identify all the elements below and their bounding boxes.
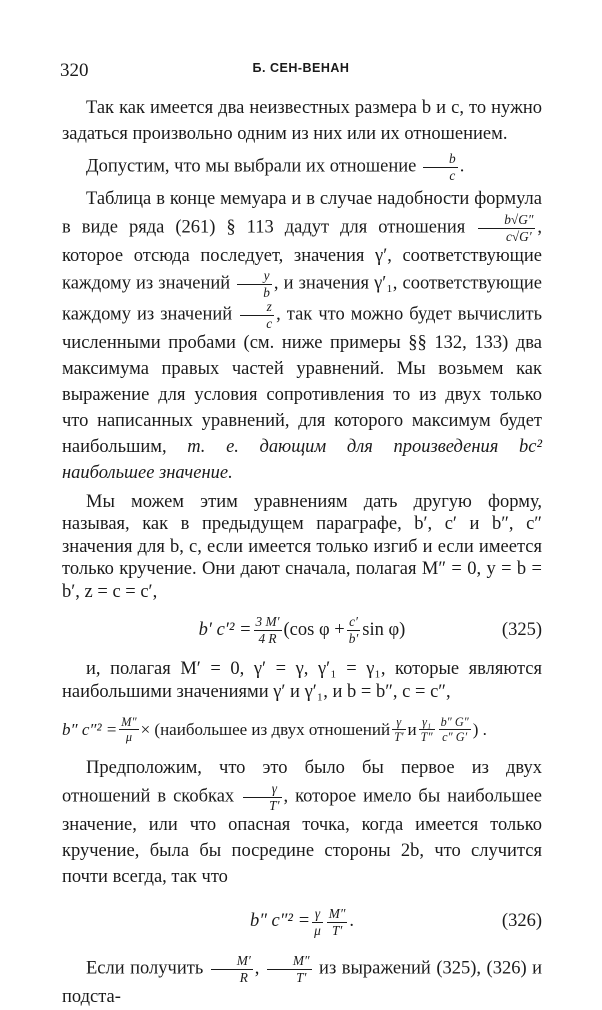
eq3-fraction-2 [327, 907, 348, 938]
eq1-fraction-2 [347, 615, 361, 646]
eq2-f3-num: γ₁ [419, 716, 435, 731]
eq1-open: (cos φ + [283, 619, 345, 640]
equation-number-325: (325) [501, 619, 542, 640]
eq2-lhs: b″ c″² = [62, 719, 118, 739]
p3-frac1-den: c√G′ [505, 228, 532, 244]
p6-text-a: Предположим, что это было бы первое из двух отношений в скобках [62, 758, 542, 807]
p2-frac-num: b [423, 152, 458, 168]
eq2-f3-den: T″ [420, 730, 433, 745]
p3-text-a: Таблица в конце мемуара и в случае надобности формула в виде ряда (261) § 113 дадут для отношения [62, 188, 542, 238]
eq2-fraction [119, 716, 138, 745]
eq3-f1-num: γ [312, 907, 323, 923]
eq2-f4-den: c″ G′ [442, 730, 468, 745]
eq3-f2-den: T′ [331, 922, 343, 938]
eq2-f2-den: T′ [394, 730, 404, 745]
p3-fraction-1 [478, 213, 535, 244]
p7-fraction-2 [267, 954, 312, 985]
page-number: 320 [60, 60, 89, 81]
eq1-fraction [254, 615, 282, 646]
p6-fraction [243, 782, 281, 813]
eq2-end: ) . [472, 719, 487, 739]
p3-text-c: , и значения γ′₁, соответствующие каждому из значений [62, 274, 543, 326]
paragraph-2 [62, 152, 542, 183]
eq2-f4-num: b″ G″ [440, 714, 469, 729]
p7-f1-num: M′ [211, 954, 253, 970]
eq3-lhs: b″ c″² = [249, 911, 311, 932]
eq1-lhs: b′ c′² = [198, 619, 252, 640]
equation-326 [62, 907, 542, 938]
p7-text-b: из выражений (325), (326) и подста- [62, 958, 542, 1007]
p3-text-b: , которое отсюда последует, значения γ′, соответствующие каждому из значений [62, 217, 543, 295]
p2-end: . [459, 156, 465, 177]
paragraph-6 [62, 756, 542, 891]
p3-fraction-3 [240, 300, 274, 331]
p3-fraction-2 [237, 269, 272, 300]
eq1-frac2-num: c′ [347, 615, 361, 631]
equation-325 [62, 615, 542, 646]
p6-frac-den: T′ [269, 798, 280, 814]
eq2-fraction-2 [392, 716, 405, 745]
p6-text-b: , которое имело бы наибольшее значение, или что опасная точка, когда имеется только кручение, была бы посредине стороны 2b, что случится почти всегда, так что [62, 786, 543, 887]
eq1-close: sin φ) [362, 619, 406, 640]
running-title: Б. СЕН-ВЕНАН [252, 61, 350, 75]
p3-text-d: , так что можно будет вычислить численными пробами (см. ниже примеры §§ 132, 133) два максимума правых частей уравнений. Мы возьмем как выражение для условия сопротивления то из двух только что написанных уравнений, для которого максимум будет наибольшим, [62, 305, 543, 457]
eq1-frac2-den: b′ [348, 631, 359, 647]
equation-max [62, 716, 542, 745]
eq3-fraction-1 [312, 907, 323, 938]
eq3-end: . [349, 911, 355, 932]
p2-frac-den: c [449, 167, 456, 183]
eq2-frac-den: μ [125, 730, 132, 745]
p3-frac1-num: b√G″ [478, 213, 535, 229]
p3-frac2-den: b [263, 285, 270, 301]
p7-f2-den: T′ [296, 969, 307, 985]
p7-comma: , [254, 958, 260, 979]
p6-frac-num: γ [243, 782, 281, 798]
p7-text-a: Если получить [86, 958, 204, 979]
paragraph-5: и, полагая M′ = 0, γ′ = γ, γ′₁ = γ₁, которые являются наибольшими значениями γ′ и γ′₁, и b = b″, c = c″, [62, 659, 542, 702]
page-header [60, 58, 542, 80]
eq1-frac-num: 3 M′ [255, 614, 280, 630]
p3-italic: т. е. дающим для произведения bc² наибольшее значение. [62, 436, 542, 483]
p7-fraction-1 [211, 954, 253, 985]
equation-number-326: (326) [501, 911, 542, 932]
eq2-and: и [407, 719, 417, 739]
body-text [62, 96, 542, 1010]
eq3-f1-den: μ [314, 922, 321, 938]
eq2-fraction-4 [439, 716, 471, 745]
p7-f2-num: M″ [267, 954, 312, 970]
eq3-f2-num: M″ [328, 905, 346, 921]
eq2-fraction-3 [419, 716, 435, 745]
eq2-frac-num: M″ [121, 714, 137, 729]
eq2-mid: × (наибольшее из двух отношений [140, 719, 391, 739]
eq2-f2-num: γ [392, 716, 405, 731]
p3-frac2-num: y [237, 269, 272, 285]
paragraph-3 [62, 187, 542, 487]
p2-fraction [423, 152, 458, 183]
paragraph-1: Так как имеется два неизвестных размера b и c, то нужно задаться произвольно одним из них или их отношением. [62, 98, 542, 144]
p3-frac3-num: z [240, 300, 274, 316]
eq1-frac-den: 4 R [258, 631, 277, 647]
p7-f1-den: R [239, 969, 248, 985]
paragraph-7 [62, 954, 542, 1010]
paragraph-4: Мы можем этим уравнениям дать другую форму, называя, как в предыдущем параграфе, b′, c′ и b″, c″ значения для b, c, если имеется только изгиб и если имеется только кручение. Они дают сначала, полагая M″ = 0, y = b = b′, z = c = c′, [62, 491, 542, 602]
p3-frac3-den: c [266, 316, 273, 332]
p2-text: Допустим, что мы выбрали их отношение [86, 156, 417, 177]
